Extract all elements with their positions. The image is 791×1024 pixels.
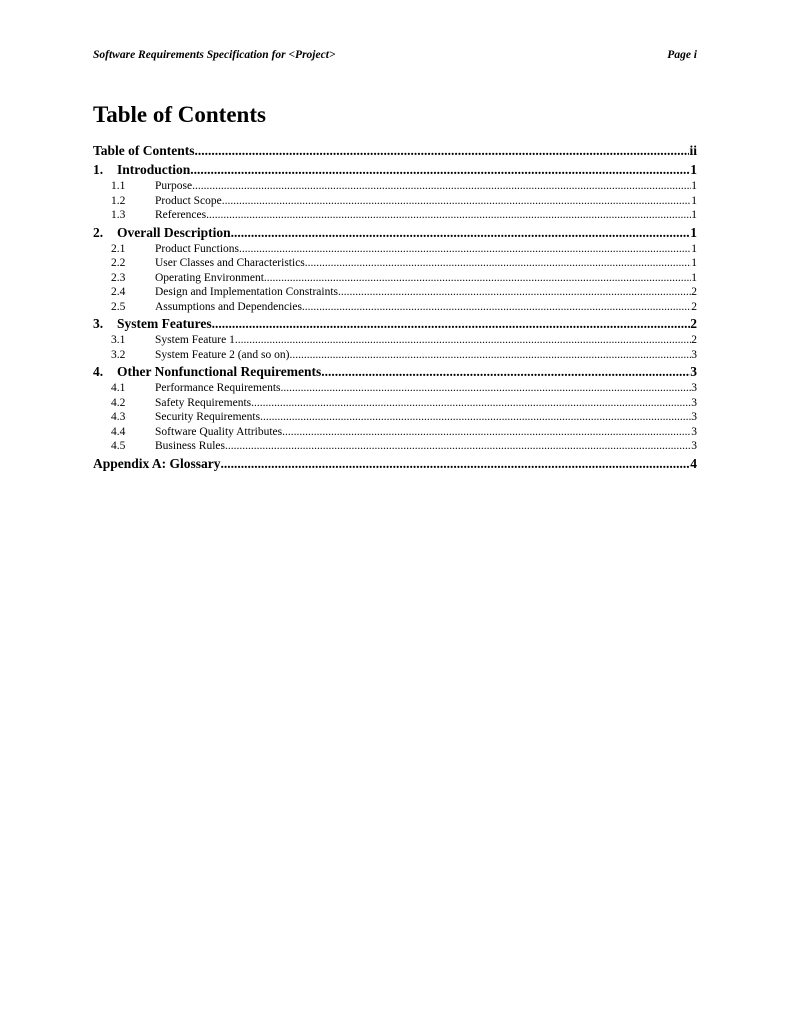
toc-entry-number: 2. [93,224,104,240]
toc-entry-page-number: 3 [691,440,697,452]
toc-entry-title: Assumptions and Dependencies [155,300,302,313]
toc-entry-page-number: 3 [691,411,697,423]
toc-dot-leader [225,439,691,454]
toc-entry-subsection[interactable] [93,285,697,300]
toc-entry-section[interactable] [93,455,697,473]
toc-entry-page-number: 3 [691,425,697,438]
toc-entry-number: 4.1 [111,382,126,394]
toc-dot-leader [212,315,691,333]
document-title-header: Software Requirements Specification for <Project> [93,49,336,61]
toc-entry-page-number: 1 [691,257,697,269]
toc-entry-subsection[interactable] [93,242,697,257]
toc-dot-leader [302,300,691,315]
toc-entry-number: 3.1 [111,334,126,346]
toc-entry-subsection[interactable] [93,425,697,440]
toc-entry-subsection[interactable] [93,410,697,425]
toc-entry-page-number: 1 [691,271,697,284]
toc-dot-leader [282,425,691,440]
toc-entry-number: 4. [93,364,104,379]
toc-entry-title: Overall Description [117,224,231,240]
toc-entry-page-number: ii [689,143,697,158]
toc-entry-page-number: 1 [690,224,697,240]
toc-dot-leader [305,256,691,271]
toc-entry-section[interactable] [93,161,697,179]
table-of-contents [93,142,697,473]
toc-entry-title: Table of Contents [93,143,195,158]
toc-entry-title: References [155,209,207,221]
toc-entry-number: 4.5 [111,440,126,452]
toc-entry-page-number: 2 [691,300,697,313]
toc-entry-page-number: 3 [691,348,697,361]
toc-entry-number: 1. [93,162,104,177]
toc-entry-title: Security Requirements [155,411,261,423]
toc-dot-leader [235,333,691,348]
toc-entry-number: 2.3 [111,271,126,284]
toc-entry-subsection[interactable] [93,256,697,271]
toc-dot-leader [251,396,691,411]
toc-dot-leader [321,363,690,381]
toc-dot-leader [260,410,691,425]
toc-entry-subsection[interactable] [93,179,697,194]
toc-entry-title: Product Scope [155,194,222,207]
toc-entry-number: 2.5 [111,300,126,313]
toc-entry-title: Appendix A: Glossary [93,455,221,471]
toc-entry-title: Operating Environment [155,271,264,284]
toc-entry-number: 2.1 [111,242,126,255]
toc-entry-subsection[interactable] [93,300,697,315]
toc-entry-subsection[interactable] [93,271,697,286]
toc-dot-leader [281,381,692,396]
toc-entry-number: 4.3 [111,411,126,423]
toc-entry-subsection[interactable] [93,396,697,411]
toc-entry-title: Safety Requirements [155,396,252,409]
toc-dot-leader [190,161,690,179]
toc-heading: Table of Contents [93,102,266,127]
toc-dot-leader [289,348,691,363]
toc-entry-section[interactable] [93,224,697,242]
toc-dot-leader [222,194,691,209]
toc-entry-number: 3. [93,316,104,331]
toc-entry-title: Purpose [155,180,193,192]
toc-dot-leader [195,142,690,160]
toc-entry-page-number: 2 [690,316,697,331]
toc-entry-title: User Classes and Characteristics [155,257,305,269]
toc-dot-leader [206,208,691,223]
toc-entry-number: 2.4 [111,286,126,298]
toc-entry-title: Software Quality Attributes [155,425,283,438]
toc-entry-section[interactable] [93,315,697,333]
toc-entry-title: Design and Implementation Constraints [155,286,339,298]
toc-entry-number: 3.2 [111,348,126,361]
toc-entry-title: System Feature 2 (and so on) [155,348,290,361]
toc-entry-subsection[interactable] [93,333,697,348]
toc-entry-number: 4.2 [111,396,126,409]
toc-dot-leader [192,179,691,194]
toc-entry-page-number: 1 [691,180,697,192]
toc-entry-page-number: 3 [691,382,697,394]
toc-entry-title: Other Nonfunctional Requirements [117,364,322,379]
toc-entry-title: Product Functions [155,242,240,255]
toc-entry-page-number: 2 [691,286,697,298]
toc-entry-subsection[interactable] [93,208,697,223]
toc-dot-leader [338,285,691,300]
toc-entry-page-number: 1 [691,194,697,207]
toc-entry-page-number: 1 [691,242,697,255]
toc-entry-section[interactable] [93,142,697,160]
toc-entry-subsection[interactable] [93,381,697,396]
toc-entry-number: 1.3 [111,209,126,221]
toc-entry-number: 1.2 [111,194,126,207]
toc-entry-page-number: 3 [690,364,697,379]
toc-entry-subsection[interactable] [93,348,697,363]
page-header [93,47,697,63]
toc-entry-number: 1.1 [111,180,126,192]
toc-entry-subsection[interactable] [93,194,697,209]
toc-entry-page-number: 1 [690,162,697,177]
toc-entry-number: 4.4 [111,425,126,438]
page-number-header: Page i [667,49,697,61]
toc-dot-leader [231,224,691,242]
toc-entry-section[interactable] [93,363,697,381]
toc-entry-title: Performance Requirements [155,382,281,394]
toc-entry-title: Business Rules [155,440,225,452]
toc-entry-title: System Feature 1 [155,334,235,346]
toc-entry-page-number: 4 [690,455,697,471]
toc-entry-subsection[interactable] [93,439,697,454]
toc-entry-title: System Features [117,316,212,331]
toc-entry-title: Introduction [117,162,191,177]
toc-dot-leader [239,242,691,257]
toc-dot-leader [264,271,691,286]
toc-entry-page-number: 2 [691,334,697,346]
toc-entry-number: 2.2 [111,257,126,269]
toc-dot-leader [221,455,691,473]
toc-entry-page-number: 1 [691,209,697,221]
toc-entry-page-number: 3 [691,396,697,409]
